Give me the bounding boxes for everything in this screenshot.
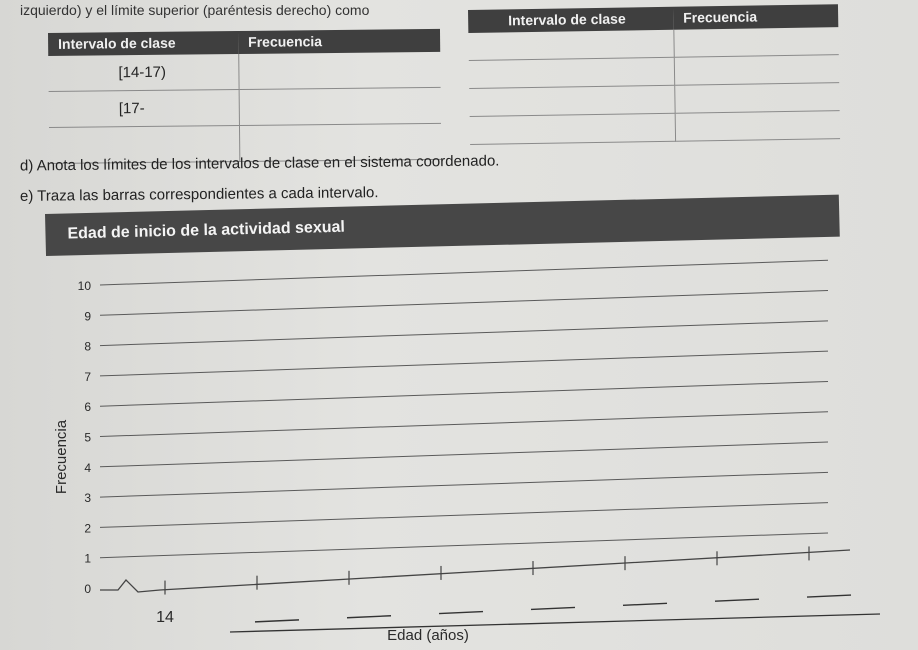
y-tick-label: 2 [84,521,91,536]
x-axis-label: Edad (años) [387,627,469,644]
gridline [100,442,828,467]
table-cell-interval[interactable]: [14-17) [48,54,238,91]
instruction-d: d) Anota los límites de los intervalos de clase en el sistema coordenado. [19,152,500,175]
gridline [100,412,828,437]
gridline [100,351,828,376]
gridline [100,533,828,558]
instruction-e: e) Traza las barras correspondientes a cada intervalo. [19,184,379,205]
table-header-interval: Intervalo de clase [468,7,673,33]
y-tick-label: 4 [84,460,91,475]
x-tick-blank[interactable] [715,599,759,601]
gridline [100,503,828,528]
y-tick-label: 0 [84,582,91,596]
y-tick-label: 7 [84,369,91,384]
gridline [100,321,828,346]
x-tick-label: 14 [156,609,174,626]
y-tick-label: 8 [84,339,91,354]
x-axis-underline [230,614,880,632]
y-axis-label: Frecuencia [53,419,70,495]
table-cell-interval[interactable]: [17- [49,89,239,127]
top-instruction-text: izquierdo) y el límite superior (paréntesis derecho) como [20,2,370,18]
table-header-frequency: Frecuencia [673,4,838,29]
x-axis-line [100,550,850,592]
y-tick-label: 5 [84,430,91,445]
table-header-frequency: Frecuencia [238,29,440,54]
x-tick-blank[interactable] [439,612,483,614]
x-tick-blank[interactable] [255,620,299,622]
x-tick-blank[interactable] [347,616,391,618]
y-tick-label: 10 [77,279,91,293]
y-tick-label: 3 [84,491,91,506]
y-tick-label: 9 [84,309,91,324]
gridline [100,381,828,406]
gridline [100,472,828,497]
y-tick-label: 1 [84,551,91,566]
gridline [100,291,828,316]
table-header-interval: Intervalo de clase [48,31,238,56]
y-tick-label: 6 [84,400,91,415]
gridline [100,260,828,285]
x-tick-blank[interactable] [623,603,667,605]
x-tick-blank[interactable] [807,595,851,597]
x-tick-blank[interactable] [531,607,575,609]
chart-title: Edad de inicio de la actividad sexual [67,218,346,243]
